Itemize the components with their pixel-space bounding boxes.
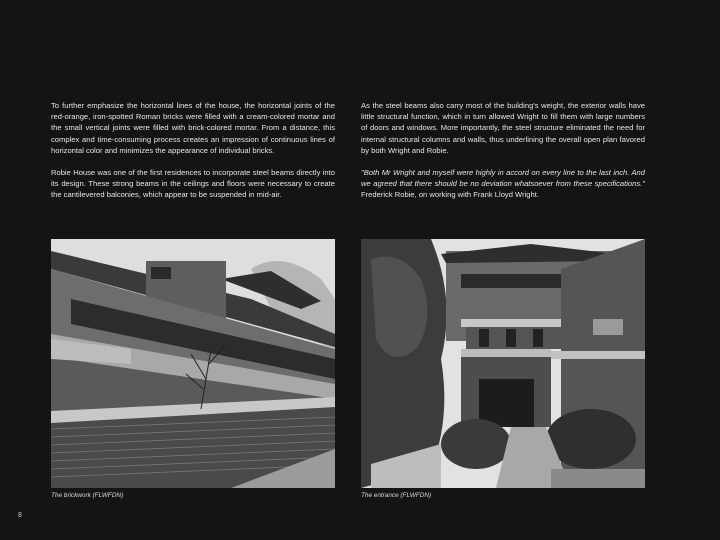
entrance-caption: The entrance (FLWFDN) — [361, 492, 432, 499]
brickwork-photo — [51, 239, 335, 488]
left-text-column — [51, 100, 335, 212]
entrance-photo — [361, 239, 645, 488]
quote-block — [361, 167, 645, 201]
right-text-column — [361, 100, 645, 212]
right-paragraph-1: As the steel beams also carry most of the building's weight, the exterior walls have little structural function, which in turn allowed Wright to fill them with large numbers of doors and windows. More importantly, the steel structure eliminated the need for internal structural columns and walls, thus underlining the overall open plan favored by both Wright and Robie. — [361, 101, 645, 155]
quote-author: Frederick Robie, on working with Frank Lloyd Wright. — [361, 190, 539, 200]
brickwork-caption: The brickwork (FLWFDN) — [51, 492, 124, 499]
quote-text: "Both Mr Wright and myself were highly in accord on every line to the last inch. And we agreed that there should be no deviation whatsoever from these specifications." — [361, 168, 645, 189]
left-paragraph-1: To further emphasize the horizontal lines of the house, the horizontal joints of the red-orange, iron-spotted Roman bricks were filled with a cream-colored mortar and the small vertical joints were filled with brick-colored mortar. From a distance, this complex and time-consuming process creates an impression of continuous lines of horizontal color and minimizes the appearance of individual bricks. — [51, 101, 335, 155]
page-number: 8 — [18, 512, 22, 519]
left-paragraph-2: Robie House was one of the first residences to incorporate steel beams directly into its design. These strong beams in the ceilings and floors were necessary to create the cantilevered balconies, which appear to be suspended in mid-air. — [51, 168, 335, 200]
